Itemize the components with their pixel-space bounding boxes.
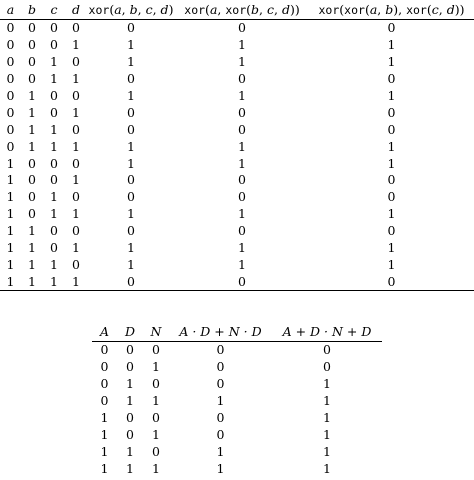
table-cell: 1 — [238, 155, 246, 171]
table-cell: 0 — [72, 88, 80, 103]
table-cell: 0 — [238, 104, 246, 120]
table-cell: 0 — [387, 121, 396, 137]
table-cell: 0 — [127, 189, 135, 205]
table-row — [0, 189, 474, 206]
table-cell: 0 — [127, 20, 135, 36]
table-cell: 0 — [152, 410, 160, 425]
table-cell: 1 — [238, 256, 246, 272]
table-cell: 1 — [28, 138, 36, 154]
table-cell: 1 — [238, 240, 246, 256]
table-cell: 1 — [6, 240, 15, 256]
table-cell: 1 — [50, 71, 58, 87]
table-cell: 1 — [43, 273, 65, 290]
table-cell: 1 — [72, 104, 80, 120]
table-cell: 0 — [175, 273, 309, 290]
table-cell: 0 — [387, 71, 396, 87]
table-cell: 1 — [28, 88, 36, 103]
table-cell: 1 — [28, 121, 36, 137]
table-cell: 0 — [100, 342, 109, 358]
table-cell: 1 — [238, 54, 246, 70]
table-cell: 0 — [6, 37, 15, 53]
table-cell: 1 — [6, 256, 15, 272]
table-cell: 1 — [6, 172, 15, 188]
table-cell: 1 — [72, 71, 80, 87]
table-cell: 0 — [50, 240, 58, 256]
table-cell: 0 — [387, 20, 396, 36]
table-cell: 0 — [72, 189, 80, 205]
table-cell: 0 — [6, 121, 15, 137]
table-cell: 1 — [126, 460, 134, 476]
table-cell: 0 — [72, 121, 80, 137]
header-N: N — [143, 322, 169, 342]
table-cell: 1 — [387, 88, 396, 103]
table-cell: 1 — [323, 393, 331, 409]
table-cell: 0 — [6, 54, 15, 70]
table-cell: 0 — [6, 88, 15, 103]
table-cell: 1 — [126, 376, 134, 392]
table-cell: 1 — [6, 223, 15, 239]
table-cell: 1 — [50, 138, 58, 154]
table-cell: 1 — [72, 240, 80, 256]
table-cell: 1 — [126, 443, 134, 459]
table-cell: 0 — [50, 88, 58, 103]
table-row — [0, 37, 474, 54]
table-cell: 0 — [50, 104, 58, 120]
table-cell: 0 — [72, 155, 80, 171]
table-cell: 1 — [28, 256, 36, 272]
table-row — [92, 426, 382, 443]
table-cell: 0 — [387, 104, 396, 120]
header-xor-abcd: xor(a, b, c, d) — [87, 0, 175, 20]
table-cell: 0 — [100, 359, 109, 375]
table-cell: 1 — [72, 206, 80, 222]
table-cell: 0 — [50, 155, 58, 171]
table-cell: 1 — [216, 460, 225, 476]
table-row — [0, 256, 474, 273]
table-cell: 1 — [50, 189, 58, 205]
table-cell: 1 — [127, 206, 135, 222]
table-cell: 1 — [100, 410, 109, 425]
table-row — [0, 172, 474, 189]
header-c: c — [43, 0, 65, 20]
table-cell: 1 — [127, 88, 135, 103]
table-row — [0, 121, 474, 138]
table-row — [92, 342, 382, 359]
table-cell: 1 — [387, 138, 396, 154]
table-cell: 0 — [216, 376, 225, 392]
table-row — [0, 138, 474, 155]
table-cell: 1 — [127, 54, 135, 70]
table-cell: 0 — [309, 273, 474, 290]
header-expr-1: A · D + N · D — [169, 322, 272, 342]
table-cell: 1 — [387, 206, 396, 222]
table-cell: 1 — [323, 443, 331, 459]
table-cell: 1 — [50, 54, 58, 70]
header-D: D — [117, 322, 143, 342]
table-cell: 0 — [127, 172, 135, 188]
header-expr-2: A + D · N + D — [272, 322, 382, 342]
table-cell: 1 — [238, 88, 246, 103]
table-cell: 1 — [387, 54, 396, 70]
table-cell: 1 — [28, 104, 36, 120]
table-cell: 0 — [72, 256, 80, 272]
table-row — [0, 71, 474, 88]
table-cell: 1 — [323, 410, 331, 425]
table-cell: 1 — [28, 240, 36, 256]
table-cell: 1 — [127, 37, 135, 53]
table-cell: 0 — [50, 37, 58, 53]
header-a: a — [0, 0, 21, 20]
table-cell: 1 — [6, 155, 15, 171]
table-row — [0, 223, 474, 240]
table-cell: 0 — [72, 223, 80, 239]
table-cell: 0 — [28, 54, 36, 70]
table-cell: 0 — [127, 104, 135, 120]
table-cell: 1 — [323, 460, 331, 476]
table-cell: 1 — [152, 426, 160, 442]
table-cell: 0 — [216, 426, 225, 442]
table-cell: 0 — [126, 426, 134, 442]
table-cell: 0 — [387, 172, 396, 188]
table-row — [92, 376, 382, 393]
table-cell: 0 — [6, 71, 15, 87]
table-cell: 1 — [50, 256, 58, 272]
table-row — [0, 104, 474, 121]
table-cell: 1 — [72, 138, 80, 154]
header-xor-nested: xor(a, xor(b, c, d)) — [175, 0, 309, 20]
table-cell: 1 — [6, 189, 15, 205]
table-cell: 0 — [28, 206, 36, 222]
table-row — [92, 443, 382, 460]
header-b: b — [21, 0, 43, 20]
table-cell: 0 — [127, 71, 135, 87]
table-cell: 0 — [28, 189, 36, 205]
header-xor-pairs: xor(xor(a, b), xor(c, d)) — [309, 0, 474, 20]
table-cell: 1 — [323, 376, 331, 392]
table-cell: 0 — [100, 376, 109, 392]
table-cell: 0 — [387, 223, 396, 239]
table-cell: 1 — [127, 138, 135, 154]
table-row — [0, 54, 474, 71]
table-cell: 1 — [28, 223, 36, 239]
header-d: d — [65, 0, 87, 20]
table-cell: 1 — [127, 155, 135, 171]
table-cell: 1 — [387, 240, 396, 256]
table-cell: 1 — [65, 273, 87, 290]
table-cell: 0 — [387, 189, 396, 205]
table-cell: 1 — [387, 155, 396, 171]
table-cell: 1 — [387, 37, 396, 53]
table-cell: 0 — [323, 359, 331, 375]
table-cell: 1 — [50, 121, 58, 137]
table-cell: 1 — [72, 37, 80, 53]
table-cell: 0 — [28, 20, 36, 36]
table-cell: 0 — [152, 342, 160, 358]
table-row — [0, 206, 474, 223]
table-row — [92, 460, 382, 477]
table-cell: 0 — [238, 223, 246, 239]
table-row — [92, 410, 382, 427]
table-cell: 1 — [323, 426, 331, 442]
table-row — [92, 359, 382, 376]
table-cell: 0 — [216, 410, 225, 425]
table-row — [0, 240, 474, 257]
table-cell: 1 — [127, 240, 135, 256]
table-row — [92, 393, 382, 410]
header-A: A — [92, 322, 117, 342]
table-cell: 1 — [21, 273, 43, 290]
table-cell: 1 — [152, 460, 160, 476]
table-header-row — [92, 322, 382, 342]
table-cell: 0 — [28, 155, 36, 171]
table-cell: 1 — [152, 393, 160, 409]
table-cell: 1 — [238, 138, 246, 154]
table-cell: 0 — [152, 443, 160, 459]
table-row — [0, 273, 474, 290]
table-cell: 0 — [238, 189, 246, 205]
table-row — [0, 20, 474, 37]
table-cell: 0 — [152, 376, 160, 392]
table-cell: 0 — [28, 37, 36, 53]
table-cell: 0 — [216, 342, 225, 358]
table-cell: 1 — [6, 206, 15, 222]
table-cell: 1 — [50, 206, 58, 222]
table-cell: 0 — [127, 223, 135, 239]
table-cell: 0 — [238, 121, 246, 137]
table-cell: 0 — [50, 20, 58, 36]
table-cell: 0 — [238, 172, 246, 188]
table-cell: 0 — [126, 410, 134, 425]
table-cell: 0 — [238, 71, 246, 87]
table-header-row — [0, 0, 474, 20]
table-cell: 0 — [238, 20, 246, 36]
table-cell: 0 — [50, 223, 58, 239]
table-cell: 1 — [216, 393, 225, 409]
truth-table-and-or — [92, 322, 382, 477]
table-cell: 0 — [216, 359, 225, 375]
table-cell: 1 — [127, 256, 135, 272]
table-cell: 0 — [6, 20, 15, 36]
table-cell: 0 — [72, 20, 80, 36]
table-cell: 1 — [216, 443, 225, 459]
table-cell: 1 — [152, 359, 160, 375]
table-cell: 1 — [72, 172, 80, 188]
table-cell: 0 — [28, 172, 36, 188]
table-cell: 1 — [126, 393, 134, 409]
table-cell: 0 — [28, 71, 36, 87]
table-cell: 0 — [87, 273, 175, 290]
table-cell: 1 — [100, 426, 109, 442]
table-cell: 0 — [50, 172, 58, 188]
table-cell: 0 — [126, 359, 134, 375]
table-row — [0, 88, 474, 105]
table-cell: 1 — [387, 256, 396, 272]
table-cell: 1 — [0, 273, 21, 290]
table-cell: 0 — [127, 121, 135, 137]
table-cell: 1 — [100, 443, 109, 459]
table-cell: 0 — [6, 104, 15, 120]
table-cell: 0 — [100, 393, 109, 409]
table-cell: 1 — [100, 460, 109, 476]
table-cell: 0 — [6, 138, 15, 154]
table-cell: 0 — [72, 54, 80, 70]
table-cell: 1 — [238, 206, 246, 222]
table-cell: 1 — [238, 37, 246, 53]
table-row — [0, 155, 474, 172]
table-cell: 0 — [323, 342, 331, 358]
table-cell: 0 — [126, 342, 134, 358]
